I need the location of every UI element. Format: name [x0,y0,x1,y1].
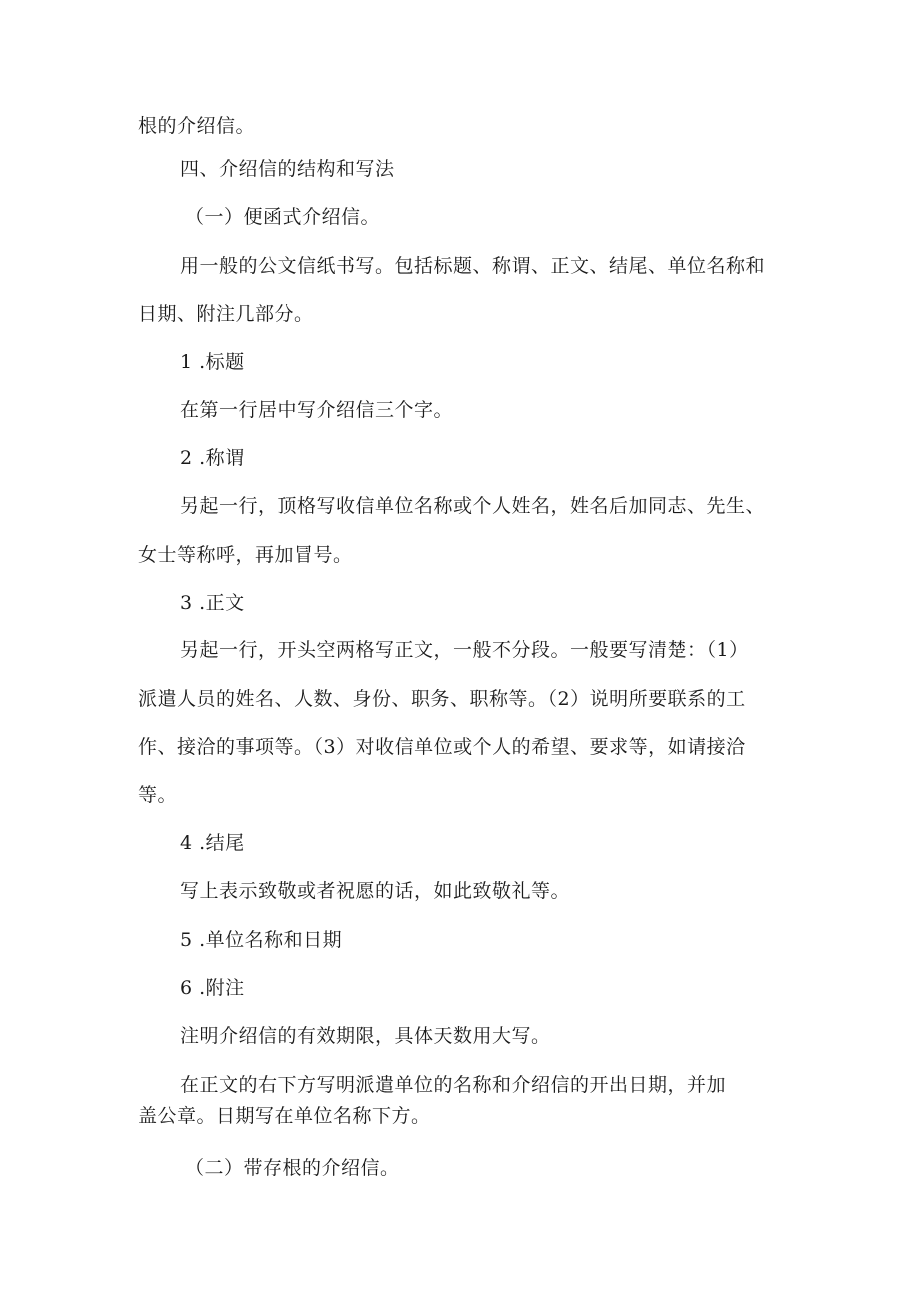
item-heading: 5 .单位名称和日期 [180,929,343,951]
item-heading: 6 .附注 [180,977,245,999]
item-heading: 3 .正文 [180,592,245,614]
text-line: 在正文的右下方写明派遣单位的名称和介绍信的开出日期，并加 [180,1074,727,1096]
item-heading: 1 .标题 [180,351,245,373]
text-line: 在第一行居中写介绍信三个字。 [180,399,454,421]
text-line: 派遣人员的姓名、人数、身份、职务、职称等。（2）说明所要联系的工 [138,688,746,710]
subsection-heading: （二）带存根的介绍信。 [185,1157,400,1179]
text-line: 用一般的公文信纸书写。包括标题、称谓、正文、结尾、单位名称和 [180,255,766,277]
section-heading: 四、介绍信的结构和写法 [180,158,395,180]
text-line: 根的介绍信。 [138,115,256,137]
text-line: 女士等称呼，再加冒号。 [138,544,353,566]
text-line: 等。 [138,784,178,806]
text-line: 作、接洽的事项等。（3）对收信单位或个人的希望、要求等，如请接洽 [138,736,746,758]
item-heading: 2 .称谓 [180,447,245,469]
item-heading: 4 .结尾 [180,832,245,854]
text-line: 写上表示致敬或者祝愿的话，如此致敬礼等。 [180,880,571,902]
text-line: 注明介绍信的有效期限，具体天数用大写。 [180,1025,551,1047]
text-line: 日期、附注几部分。 [138,303,314,325]
text-line: 另起一行，开头空两格写正文，一般不分段。一般要写清楚：（1） [180,639,749,661]
text-line: 另起一行，顶格写收信单位名称或个人姓名，姓名后加同志、先生、 [180,495,766,517]
text-line: 盖公章。日期写在单位名称下方。 [138,1105,431,1127]
subsection-heading: （一）便函式介绍信。 [185,206,381,228]
